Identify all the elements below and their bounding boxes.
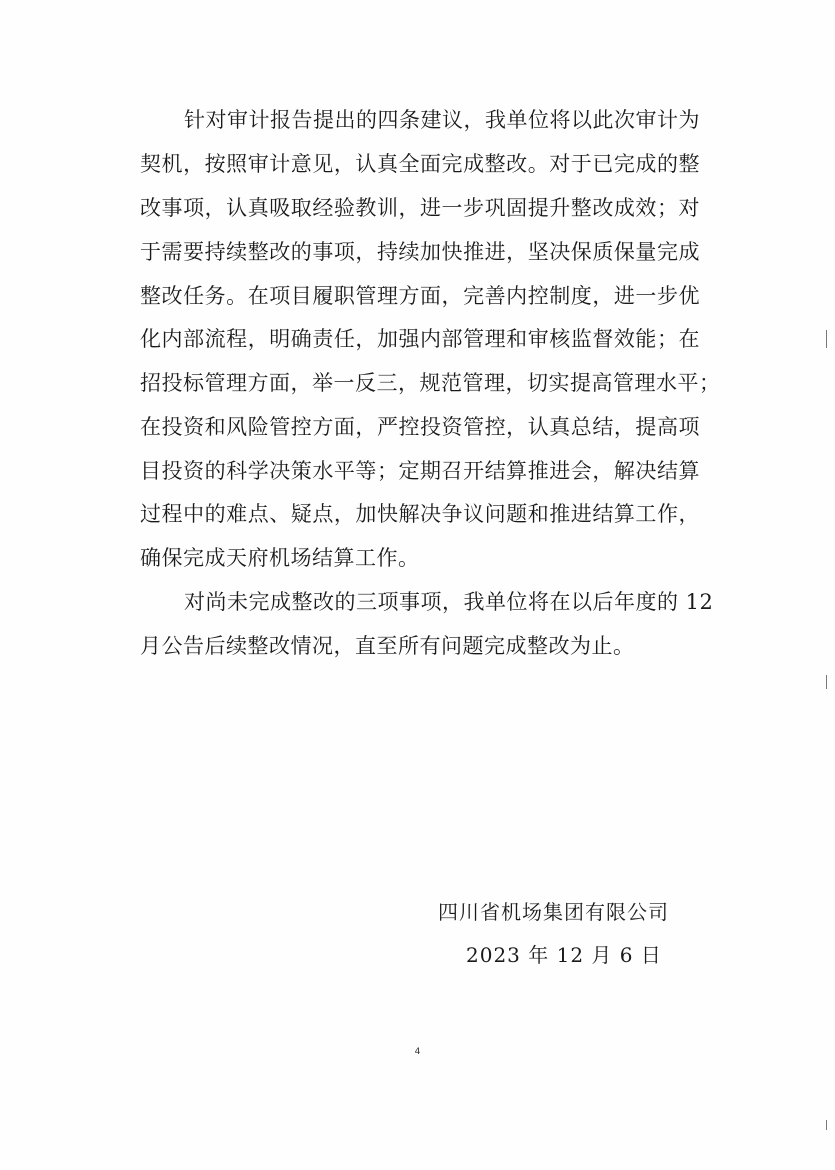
paragraph-1-line-11: 确保完成天府机场结算工作。 <box>140 546 420 570</box>
scan-artifact <box>826 330 827 348</box>
scan-artifact <box>826 1120 827 1130</box>
paragraph-1-line-6: 化内部流程，明确责任，加强内部管理和审核监督效能；在 <box>140 327 700 351</box>
signature-organization: 四川省机场集团有限公司 <box>438 900 669 924</box>
paragraph-1-line-1: 针对审计报告提出的四条建议，我单位将以此次审计为 <box>184 108 700 132</box>
page-number: 4 <box>414 1047 421 1057</box>
paragraph-1-line-4: 于需要持续整改的事项，持续加快推进，坚决保质保量完成 <box>140 240 700 264</box>
paragraph-2-line-2: 月公告后续整改情况，直至所有问题完成整改为止。 <box>140 634 635 658</box>
paragraph-2-line-1: 对尚未完成整改的三项事项，我单位将在以后年度的 12 <box>184 590 714 614</box>
paragraph-1-line-3: 改事项，认真吸取经验教训，进一步巩固提升整改成效；对 <box>140 196 700 220</box>
paragraph-1-line-8: 在投资和风险管控方面，严控投资管控，认真总结，提高项 <box>140 415 700 439</box>
paragraph-1-line-10: 过程中的难点、疑点，加快解决争议问题和推进结算工作， <box>140 502 700 526</box>
paragraph-1-line-9: 目投资的科学决策水平等；定期召开结算推进会，解决结算 <box>140 459 700 483</box>
paragraph-1-line-7: 招投标管理方面，举一反三，规范管理，切实提高管理水平； <box>140 371 721 395</box>
paragraph-1-line-5: 整改任务。在项目履职管理方面，完善内控制度，进一步优 <box>140 284 700 308</box>
scan-artifact <box>826 675 827 689</box>
signature-date: 2023 年 12 月 6 日 <box>466 943 662 967</box>
paragraph-1-line-2: 契机，按照审计意见，认真全面完成整改。对于已完成的整 <box>140 152 700 176</box>
